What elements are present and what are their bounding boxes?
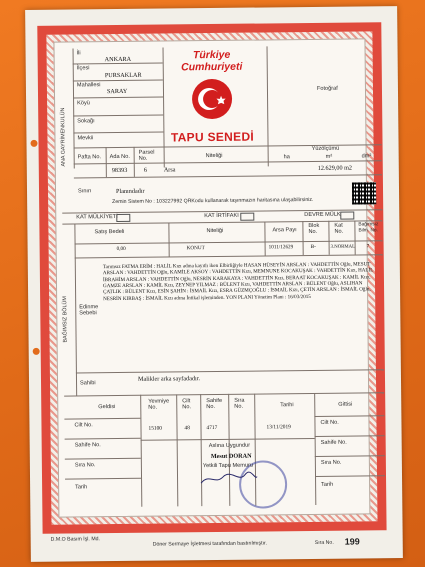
il-label: İli xyxy=(76,50,81,57)
kat-mulkiyeti-label: KAT MÜLKİYETİ xyxy=(76,214,118,221)
left-sira-label: Sıra No. xyxy=(74,462,96,469)
cilt-label: Cilt No. xyxy=(182,398,192,411)
crescent-star-emblem-icon xyxy=(190,77,234,121)
right-sahife-label: Sahife No. xyxy=(320,439,347,446)
left-sahife-label: Sahife No. xyxy=(74,442,101,449)
ilce-label: İlçesi xyxy=(76,65,90,72)
signatory-name: Mesut DORAN xyxy=(210,452,252,461)
kat-irtifaki-checkbox xyxy=(240,213,254,221)
blok-label: Blok No. xyxy=(308,222,320,236)
satis-label: Satış Bedeli xyxy=(94,228,125,236)
b-niteligi-label: Niteliği xyxy=(206,227,224,235)
niteligi-label: Niteliği xyxy=(205,152,223,160)
signature-scribble xyxy=(199,471,259,488)
zemin-info: Zemin Sistem No : 103227992 QRKodu kullanarak taşınmazın haritasına ulaşabilirsiniz. xyxy=(112,196,314,206)
edinme-text: Tarımsız FATMA ERİM : HALİL Kızı adına kayıtlı iken Elbirliğiyle HASAN HÜSEYİN ARSLAN : VAHDETTİN Oğlu, MESUT ARSLAN : VAHDETTİN Oğlu, KAMİLE AKSOY : VAHDETTİN Kızı, MEMNUNE KOCAKUŞAK : VAHDETTİN Kızı, HALİL İBRAHİM ARSLAN : VAHDETTİN Oğlu, NESRİN KARAKAYA : VAHDETTİN Kızı, BERAAT KOCAKUŞAK : KAMİL Kızı, GAMZE ARSLAN : KAMİL Kızı, ZEYNEP YILMAZ : BÜLENT Kızı, VAHDETTİN ARSLAN : BÜLENT Oğlu, ASLIHAN ÇATLIK : BÜLENT Kızı, ESİN ŞAHİN : İSMAİL Kızı, ESRA GÜZMÇOĞLU : İSMAİL Kızı, ÇETİN ARSLAN : İSMAİL Oğlu, NESRİN KIRBAŞ : İSMAİL Kızı adına İntikal işleminden. YON PLANI Yönetim Planı : 16/03/2015 xyxy=(102,261,374,302)
ada-label: Ada No. xyxy=(109,153,130,161)
sahibi-value: Malikler arka sayfadadır. xyxy=(137,375,201,383)
right-sira-label: Sıra No. xyxy=(320,459,342,466)
koy-label: Köyü xyxy=(77,100,90,107)
title-deed-document xyxy=(25,6,403,562)
state-emblem-area xyxy=(167,49,258,152)
country-title: Türkiye Cumhuriyeti xyxy=(181,48,243,74)
tarih-label: Tarihi xyxy=(280,402,294,409)
arsa-payi-label: Arsa Payı xyxy=(272,227,297,234)
left-tarih-label: Tarih xyxy=(75,484,88,491)
blok-value: B- xyxy=(310,243,316,250)
ha-label: ha xyxy=(283,154,290,161)
gittisi-label: Gittisi xyxy=(338,401,353,408)
signatory-role: Yetkili Tapu Memuru xyxy=(202,462,253,470)
ada-value: 98393 xyxy=(111,166,128,175)
niteligi-value: Arsa xyxy=(163,166,176,174)
sira-no-label: Sıra No. xyxy=(314,539,334,546)
sahife-label: Sahife No. xyxy=(206,397,223,411)
yevmiye-value: 15100 xyxy=(148,425,163,432)
devre-mulk-checkbox xyxy=(340,212,354,220)
mevkii-label: Mevkii xyxy=(77,135,94,142)
mahalle-value: SARAY xyxy=(106,87,128,96)
sokak-label: Sokağı xyxy=(77,118,95,125)
tarih-value: 13/11/2019 xyxy=(266,424,291,431)
bagimsiz-no-value: 7 xyxy=(366,243,370,250)
photo-label: Fotoğraf xyxy=(316,85,338,92)
parsel-label: Parsel No. xyxy=(138,149,155,163)
yevmiye-label: Yevmiye No. xyxy=(148,398,170,412)
bagimsiz-no-label: Bağımsız Bilm. No. xyxy=(358,222,379,233)
cilt-value: 48 xyxy=(184,425,190,432)
tapu-senedi-title: TAPU SENEDİ xyxy=(170,129,255,145)
geldisi-label: Geldisi xyxy=(98,404,116,411)
kat-value: 3.NORMAL xyxy=(330,244,356,250)
kat-irtifaki-label: KAT İRTİFAKI xyxy=(204,212,239,220)
guilloche-border xyxy=(37,22,386,534)
b-niteligi-value: KONUT xyxy=(186,245,205,252)
sinir-label: Sınırı xyxy=(77,188,92,195)
arsa-payi-value: 1011/12629 xyxy=(268,244,294,251)
deed-body xyxy=(53,38,379,517)
dm2-label: dm² xyxy=(361,153,372,160)
il-value: ANKARA xyxy=(104,55,132,64)
ilce-value: PURSAKLAR xyxy=(104,71,142,80)
kat-mulkiyeti-checkbox xyxy=(116,214,130,222)
punch-hole-top xyxy=(30,140,37,147)
print-note: Döner Sermaye İşletmesi tarafından bastırılmıştır. xyxy=(152,540,267,548)
location-side-label: ANA GAYRİMENKULÜN xyxy=(60,107,67,167)
kat-no-label: Kat No. xyxy=(334,222,344,236)
sahibi-label: Sahibi xyxy=(80,380,96,387)
devre-mulk-label: DEVRE MÜLK xyxy=(304,211,341,219)
parsel-value: 6 xyxy=(143,166,147,174)
right-tarih-label: Tarih xyxy=(321,481,334,488)
pafta-label: Pafta No. xyxy=(77,154,102,161)
bagimsiz-side-label: BAĞIMSIZ BÖLÜM xyxy=(62,296,69,343)
edinme-label: Edinme Sebebi xyxy=(79,304,99,317)
satis-value: 0,00 xyxy=(116,245,126,253)
mahalle-label: Mahallesi xyxy=(76,82,101,89)
aslina-uygundur: Aslına Uygundur xyxy=(208,442,251,450)
right-cilt-label: Cilt No. xyxy=(320,419,339,426)
sinir-value: Planındadır xyxy=(115,187,145,196)
yuzolcumu-label: Yüzölçümü xyxy=(311,145,340,152)
printer-note: D.M.O Basım İşl. Md. xyxy=(50,536,100,543)
punch-hole-bottom xyxy=(33,348,40,355)
left-cilt-label: Cilt No. xyxy=(74,422,93,429)
qr-code-icon xyxy=(352,182,376,204)
sira-label: Sıra No. xyxy=(234,397,245,411)
m2-label: m² xyxy=(325,153,333,160)
sira-no-value: 199 xyxy=(344,536,360,547)
sahife-value: 4717 xyxy=(206,424,218,432)
area-value: 12.629,00 m2 xyxy=(317,164,353,172)
